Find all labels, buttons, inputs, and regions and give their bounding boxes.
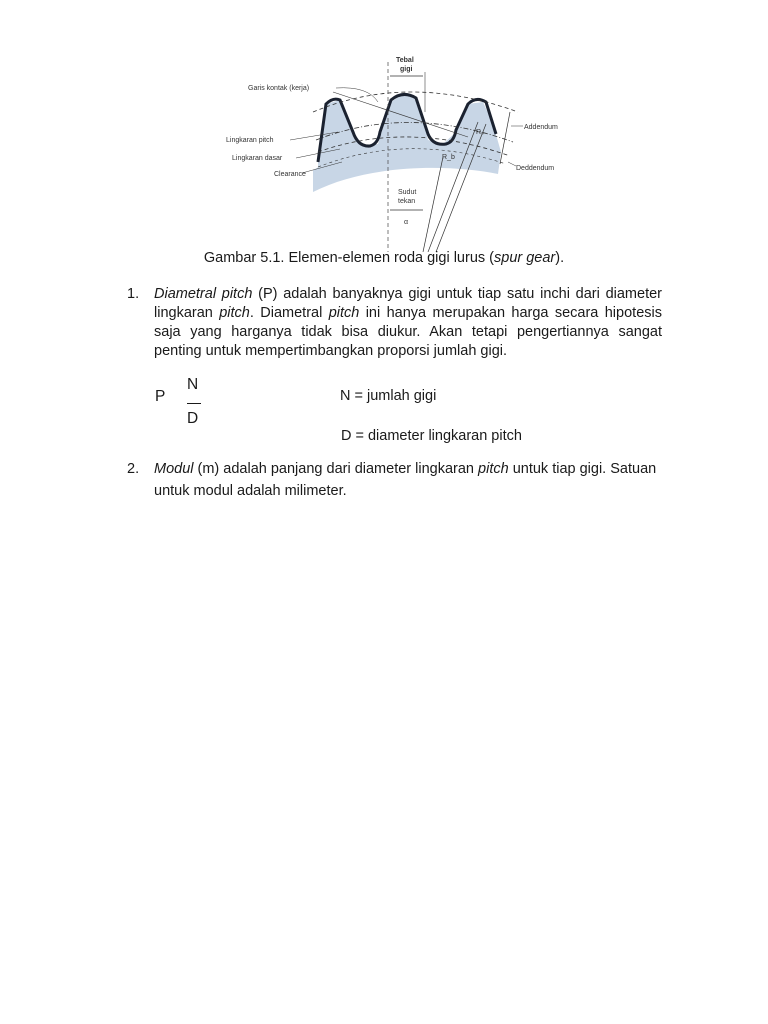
text-part: (m) adalah panjang dari diameter lingkaran (193, 461, 479, 477)
figure-caption (0, 250, 768, 266)
label-lingkaran-dasar: Lingkaran dasar (232, 155, 283, 162)
label-r0: R₀ (476, 129, 484, 136)
text-part: ini hanya merupakan harga secara hipotesis saja yang harganya tidak bisa diukur. Akan tetapi pengertiannya sangat penting untuk mempertimbangkan proporsi jumlah gigi. (154, 305, 662, 359)
label-clearance: Clearance (274, 171, 306, 178)
caption-suffix: ). (555, 250, 565, 266)
radius-line-rb (423, 157, 443, 252)
formula-p: P (155, 388, 166, 405)
fraction-bar (187, 403, 201, 404)
label-alpha: α (404, 219, 409, 226)
label-lingkaran-pitch: Lingkaran pitch (226, 137, 274, 144)
item-text (154, 458, 662, 502)
label-deddendum: Deddendum (516, 165, 555, 172)
list-number: 2. (127, 461, 140, 477)
addendum-bracket (500, 112, 510, 164)
caption-italic: spur gear (494, 250, 556, 266)
text-part: (P) adalah banyaknya gigi untuk tiap satu inchi dari diameter lingkaran (154, 286, 662, 321)
definition-d: D = diameter lingkaran pitch (341, 428, 522, 444)
item-text (154, 285, 662, 361)
label-tebal: Tebal (396, 57, 414, 64)
label-rb: R_b (442, 154, 455, 161)
formula-numerator: N (187, 376, 199, 393)
term-diametral-pitch: Diametral pitch (154, 286, 253, 302)
definition-n: N = jumlah gigi (340, 388, 437, 404)
spur-gear-diagram (218, 52, 568, 252)
list-item-diametral-pitch (127, 285, 662, 361)
text-part: . Diametral (249, 305, 329, 321)
list-item-modul (127, 460, 662, 502)
leader-deddendum (508, 162, 516, 166)
term-pitch: pitch (478, 461, 509, 477)
text-part: untuk tiap gigi. Satuan untuk modul adalah milimeter. (154, 461, 657, 499)
list-number: 1. (127, 286, 140, 302)
term-modul: Modul (154, 461, 194, 477)
term-pitch: pitch (328, 305, 360, 321)
label-addendum: Addendum (524, 124, 558, 131)
label-gigi: gigi (400, 66, 413, 73)
label-tekan: tekan (398, 198, 416, 205)
term-pitch: pitch (219, 305, 250, 321)
spur-gear-figure (218, 52, 568, 252)
caption-prefix: Gambar 5.1. Elemen-elemen roda gigi lurus ( (203, 250, 494, 266)
label-sudut: Sudut (398, 189, 417, 196)
formula-denominator: D (187, 410, 199, 427)
label-garis-kontak: Garis kontak (kerja) (248, 85, 310, 92)
